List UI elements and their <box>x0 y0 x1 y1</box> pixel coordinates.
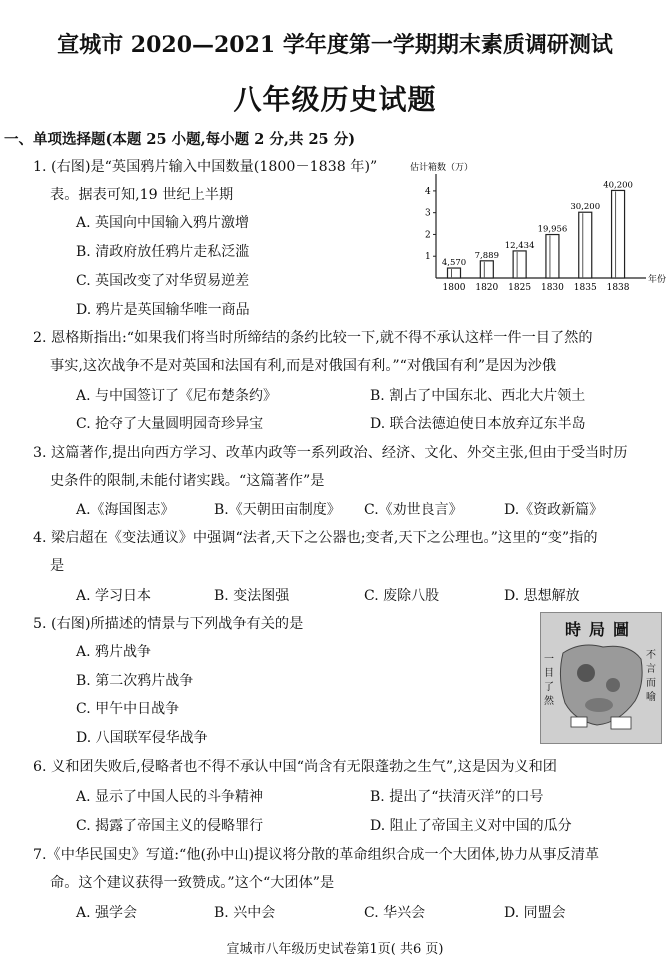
q7-option-d: D. 同盟会 <box>504 905 566 921</box>
question-2-line-2: 事实,这次战争不是对英国和法国有利,而是对俄国有利。”“对俄国有利”是因为沙俄 <box>50 358 557 374</box>
shiju-tu-cartoon-image <box>540 612 662 744</box>
q1-option-a: A. 英国向中国输入鸦片激增 <box>76 215 250 231</box>
q1-option-b: B. 清政府放任鸦片走私泛滥 <box>76 244 250 260</box>
question-2-line-1: 2. 恩格斯指出:“如果我们将当时所缔结的条约比较一下,就不得不承认这样一件一目了然的 <box>33 330 593 346</box>
bar-1820 <box>480 261 493 278</box>
cartoon-title: 時局圖 <box>564 620 637 639</box>
y-tick-label: 3 <box>425 208 431 219</box>
q5-option-b: B. 第二次鸦片战争 <box>76 673 194 689</box>
q4-option-a: A. 学习日本 <box>76 588 152 604</box>
x-tick-label: 1835 <box>573 283 597 293</box>
q4-option-c: C. 废除八股 <box>364 588 440 604</box>
q3-option-a: A.《海国图志》 <box>76 502 175 518</box>
bar-1835 <box>579 212 592 278</box>
bar-1838 <box>612 190 625 278</box>
q6-option-c: C. 揭露了帝国主义的侵略罪行 <box>76 818 264 834</box>
q5-option-a: A. 鸦片战争 <box>76 644 152 660</box>
y-axis-label: 估计箱数（万） <box>410 163 474 173</box>
q7-option-c: C. 华兴会 <box>364 905 426 921</box>
y-tick-label: 4 <box>425 186 431 197</box>
x-tick-label: 1820 <box>475 283 499 293</box>
q4-option-b: B. 变法图强 <box>214 588 290 604</box>
bar-value-label: 7,889 <box>474 250 499 261</box>
question-3-line-2: 史条件的限制,未能付诸实践。“这篇著作”是 <box>50 473 325 489</box>
q2-option-d: D. 联合法德迫使日本放弃辽东半岛 <box>370 416 586 432</box>
q2-option-a: A. 与中国签订了《尼布楚条约》 <box>76 388 278 404</box>
question-1-line-1: 1. (右图)是“英国鸦片输入中国数量(1800－1838 年)” <box>33 159 378 175</box>
question-4-line-2: 是 <box>50 558 65 574</box>
q5-option-c: C. 甲午中日战争 <box>76 701 180 717</box>
y-tick-label: 2 <box>425 230 431 241</box>
exam-subtitle: 八年级历史试题 <box>233 83 437 116</box>
bar-1800 <box>448 268 461 278</box>
bar-value-label: 19,956 <box>537 224 568 235</box>
x-tick-label: 1825 <box>508 283 532 293</box>
bar-1830 <box>546 235 559 278</box>
x-tick-label: 1830 <box>540 283 564 293</box>
exam-title: 宣城市 2020—2021 学年度第一学期期末素质调研测试 <box>57 32 613 58</box>
q6-option-a: A. 显示了中国人民的斗争精神 <box>76 789 264 805</box>
cartoon-right-caption: 不言而喻 <box>646 650 656 703</box>
q3-option-b: B.《天朝田亩制度》 <box>214 502 341 518</box>
cartoon-left-caption: 一目了然 <box>544 654 554 707</box>
question-7-line-1: 7.《中华民国史》写道:“他(孙中山)提议将分散的革命组织合成一个大团体,协力从事反清革 <box>33 847 600 863</box>
bar-value-label: 4,570 <box>441 258 467 269</box>
q7-option-a: A. 强学会 <box>76 905 138 921</box>
bar-value-label: 30,200 <box>570 202 601 213</box>
question-1-line-2: 表。据表可知,19 世纪上半期 <box>50 187 234 203</box>
x-tick-label: 1800 <box>442 283 466 293</box>
q6-option-b: B. 提出了“扶清灭洋”的口号 <box>370 789 544 805</box>
question-3-line-1: 3. 这篇著作,提出向西方学习、改革内政等一系列政治、经济、文化、外交主张,但由于受当时历 <box>33 445 628 461</box>
opium-import-bar-chart <box>408 158 667 298</box>
q3-option-d: D.《资政新篇》 <box>504 502 604 518</box>
bar-value-label: 40,200 <box>603 180 633 191</box>
q3-option-c: C.《劝世良言》 <box>364 502 463 518</box>
q2-option-b: B. 割占了中国东北、西北大片领土 <box>370 388 586 404</box>
q7-option-b: B. 兴中会 <box>214 905 276 921</box>
q1-option-c: C. 英国改变了对华贸易逆差 <box>76 273 250 289</box>
question-5-line-1: 5. (右图)所描述的情景与下列战争有关的是 <box>33 616 304 632</box>
bar-1825 <box>513 251 526 278</box>
q2-option-c: C. 抢夺了大量圆明园奇珍异宝 <box>76 416 264 432</box>
x-axis-label: 年份 <box>648 275 667 285</box>
question-6-line-1: 6. 义和团失败后,侵略者也不得不承认中国“尚含有无限蓬勃之生气”,这是因为义和团 <box>33 759 557 775</box>
page-footer: 宣城市八年级历史试卷第1页( 共6 页) <box>226 942 444 957</box>
q1-option-d: D. 鸦片是英国输华唯一商品 <box>76 302 250 318</box>
question-7-line-2: 命。这个建议获得一致赞成。”这个“大团体”是 <box>50 875 335 891</box>
bar-value-label: 12,434 <box>504 240 535 251</box>
q6-option-d: D. 阻止了帝国主义对中国的瓜分 <box>370 818 572 834</box>
y-tick-label: 1 <box>425 252 431 263</box>
cartoon-map-drawing <box>541 613 661 743</box>
section-heading: 一、单项选择题(本题 25 小题,每小题 2 分,共 25 分) <box>4 131 356 148</box>
q4-option-d: D. 思想解放 <box>504 588 580 604</box>
question-4-line-1: 4. 梁启超在《变法通议》中强调“法者,天下之公器也;变者,天下之公理也。”这里的“变”指的 <box>33 530 598 546</box>
q5-option-d: D. 八国联军侵华战争 <box>76 730 208 746</box>
x-tick-label: 1838 <box>606 283 630 293</box>
